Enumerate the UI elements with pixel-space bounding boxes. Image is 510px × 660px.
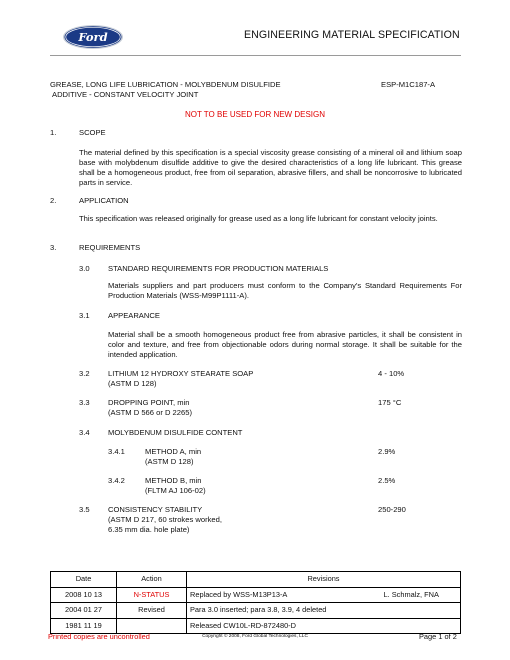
revision-description: Replaced by WSS-M13P13-A — [187, 587, 381, 603]
application-text: This specification was released originally for grease used as a long life lubricant for constant velocity joints. — [79, 214, 438, 223]
requirement-value: 2.5% — [378, 476, 396, 485]
requirement-test-method: (ASTM D 217, 60 strokes worked, — [108, 515, 222, 524]
requirement-label: METHOD A, min — [145, 447, 202, 456]
requirement-value: 250-290 — [378, 505, 406, 514]
standard-requirements-text: Materials suppliers and part producers must conform to the Company's Standard Requirements For Production Materials (WSS-M99P1111-A). — [108, 281, 462, 301]
subsection-number: 3.4 — [79, 428, 90, 437]
section-number: 3. — [50, 243, 57, 252]
subsection-heading-appearance: APPEARANCE — [108, 311, 160, 320]
revision-table — [50, 571, 461, 634]
requirement-test-method: (ASTM D 128) — [145, 457, 194, 466]
revision-author: L. Schmalz, FNA — [381, 587, 461, 603]
subsection-number: 3.4.2 — [108, 476, 125, 485]
subsection-heading-molybdenum: MOLYBDENUM DISULFIDE CONTENT — [108, 428, 243, 437]
revision-action: Revised — [117, 603, 187, 619]
revision-date: 2008 10 13 — [51, 587, 117, 603]
logo-text: Ford — [78, 30, 108, 45]
subsection-number: 3.0 — [79, 264, 90, 273]
requirement-value: 2.9% — [378, 447, 396, 456]
requirement-value: 175 °C — [378, 398, 402, 407]
section-heading-application: APPLICATION — [79, 196, 129, 205]
spec-title-line2: ADDITIVE - CONSTANT VELOCITY JOINT — [52, 90, 199, 99]
ford-logo — [62, 24, 124, 50]
table-row — [51, 603, 461, 619]
section-number: 1. — [50, 128, 57, 137]
scope-text: The material defined by this specification is a special viscosity grease consisting of a mineral oil and lithium soap base with molybdenum disulfide additive to give the desired characteristics of a long life lubricant. This grease shall be a homogeneous product, free from oil separation, abrasive fillers, and shall be noncorrosive to lubricated parts in service. — [79, 148, 462, 188]
spec-title-line1: GREASE, LONG LIFE LUBRICATION - MOLYBDENUM DISULFIDE — [50, 80, 281, 89]
appearance-text: Material shall be a smooth homogeneous product free from abrasive particles, it shall be consistent in color and texture, and free from objectionable odors during normal storage. It shall be suitable for the intended application. — [108, 330, 462, 360]
status-notice: NOT TO BE USED FOR NEW DESIGN — [184, 110, 326, 119]
section-heading-scope: SCOPE — [79, 128, 106, 137]
table-header-row — [51, 572, 461, 588]
uncontrolled-copy-notice: Printed copies are uncontrolled — [48, 632, 150, 641]
spec-number: ESP-M1C187-A — [381, 80, 436, 89]
requirement-value: 4 - 10% — [378, 369, 405, 378]
column-header-revisions: Revisions — [187, 572, 461, 588]
table-row — [51, 587, 461, 603]
requirement-test-method: (FLTM AJ 106-02) — [145, 486, 206, 495]
requirement-test-method: (ASTM D 128) — [108, 379, 157, 388]
copyright-notice: Copyright © 2008, Ford Global Technologies, LLC — [202, 634, 308, 639]
revision-author — [381, 603, 461, 619]
section-heading-requirements: REQUIREMENTS — [79, 243, 141, 252]
revision-date: 1981 11 19 — [51, 618, 117, 634]
requirement-label: LITHIUM 12 HYDROXY STEARATE SOAP — [108, 369, 254, 378]
requirement-label: DROPPING POINT, min — [108, 398, 190, 407]
subsection-heading-standard-requirements: STANDARD REQUIREMENTS FOR PRODUCTION MATERIALS — [108, 264, 329, 273]
column-header-date: Date — [51, 572, 117, 588]
page-number: Page 1 of 2 — [419, 632, 457, 641]
subsection-number: 3.4.1 — [108, 447, 125, 456]
section-number: 2. — [50, 196, 57, 205]
subsection-number: 3.1 — [79, 311, 90, 320]
revision-description: Para 3.0 inserted; para 3.8, 3.9, 4 deleted — [187, 603, 381, 619]
subsection-number: 3.3 — [79, 398, 90, 407]
document-type-title: ENGINEERING MATERIAL SPECIFICATION — [244, 29, 460, 41]
subsection-number: 3.5 — [79, 505, 90, 514]
column-header-action: Action — [117, 572, 187, 588]
revision-date: 2004 01 27 — [51, 603, 117, 619]
revision-action: N-STATUS — [117, 587, 187, 603]
subsection-number: 3.2 — [79, 369, 90, 378]
requirement-test-method: (ASTM D 566 or D 2265) — [108, 408, 192, 417]
revision-description: Released CW10L-RD-872480-D — [187, 618, 381, 634]
requirement-label: METHOD B, min — [145, 476, 202, 485]
header-rule — [50, 55, 461, 56]
requirement-test-method: 6.35 mm dia. hole plate) — [108, 525, 190, 534]
requirement-label: CONSISTENCY STABILITY — [108, 505, 203, 514]
